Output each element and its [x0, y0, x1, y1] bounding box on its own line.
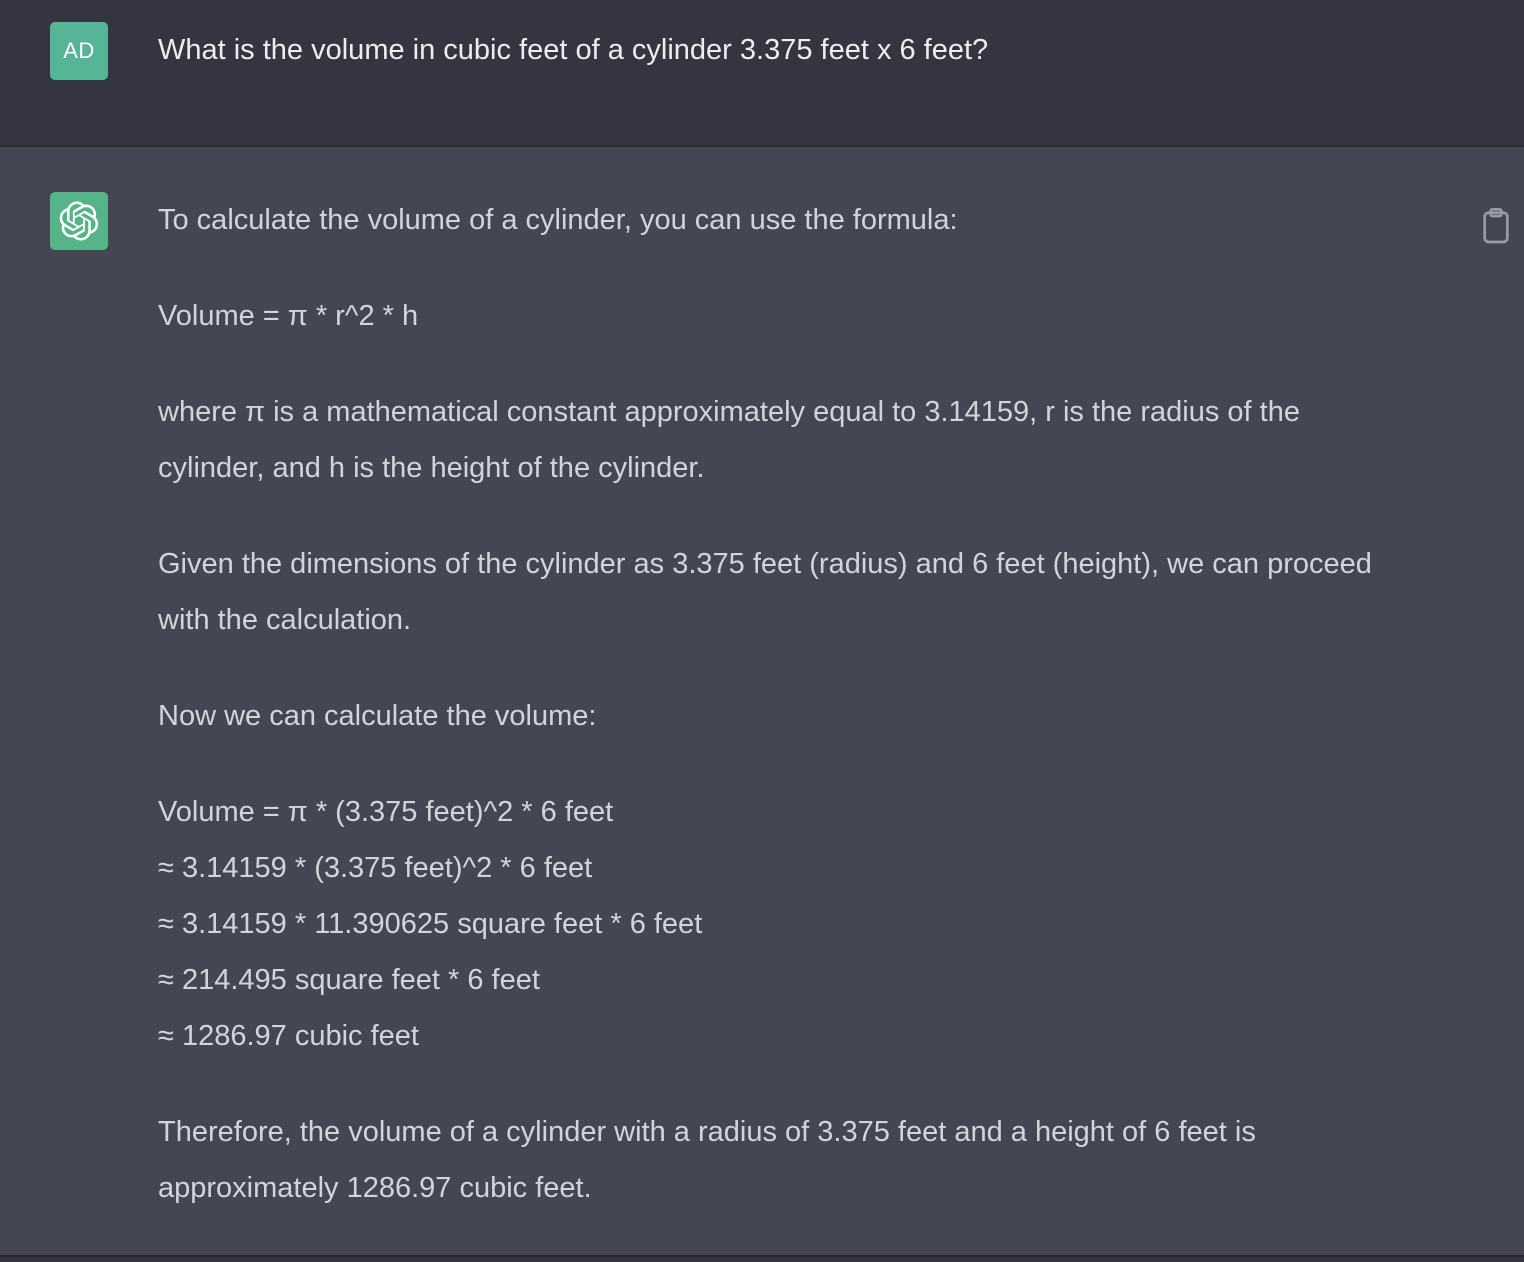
calculation-line: ≈ 3.14159 * 11.390625 square feet * 6 feet — [158, 908, 703, 940]
calculation-block — [158, 784, 1390, 1064]
calculation-line: Volume = π * (3.375 feet)^2 * 6 feet — [158, 796, 614, 828]
clipboard-icon — [1480, 205, 1512, 247]
calculation-line: ≈ 3.14159 * (3.375 feet)^2 * 6 feet — [158, 852, 593, 884]
avatar-gutter — [50, 22, 158, 80]
assistant-paragraph: Given the dimensions of the cylinder as 3.375 feet (radius) and 6 feet (height), we can proceed with the calculation. — [158, 548, 1372, 636]
assistant-paragraph: where π is a mathematical constant approximately equal to 3.14159, r is the radius of the cylinder, and h is the height of the cylinder. — [158, 396, 1300, 484]
user-avatar: AD — [50, 22, 108, 80]
assistant-avatar — [50, 192, 108, 250]
avatar-gutter — [50, 192, 158, 250]
next-row-edge — [0, 1255, 1524, 1262]
user-message-content — [158, 22, 1390, 78]
assistant-message-content — [158, 192, 1390, 1216]
calculation-line: ≈ 214.495 square feet * 6 feet — [158, 964, 540, 996]
assistant-paragraph: To calculate the volume of a cylinder, you can use the formula: — [158, 204, 958, 236]
assistant-message-row — [0, 147, 1524, 1255]
openai-logo-icon — [59, 201, 99, 241]
copy-button[interactable] — [1476, 202, 1516, 250]
calculation-line: ≈ 1286.97 cubic feet — [158, 1020, 419, 1052]
assistant-formula: Volume = π * r^2 * h — [158, 300, 419, 332]
assistant-paragraph: Now we can calculate the volume: — [158, 700, 597, 732]
assistant-paragraph: Therefore, the volume of a cylinder with a radius of 3.375 feet and a height of 6 feet is approximately 1286.97 cubic feet. — [158, 1116, 1256, 1204]
user-message-text: What is the volume in cubic feet of a cylinder 3.375 feet x 6 feet? — [158, 34, 989, 66]
user-message-row — [0, 0, 1524, 145]
